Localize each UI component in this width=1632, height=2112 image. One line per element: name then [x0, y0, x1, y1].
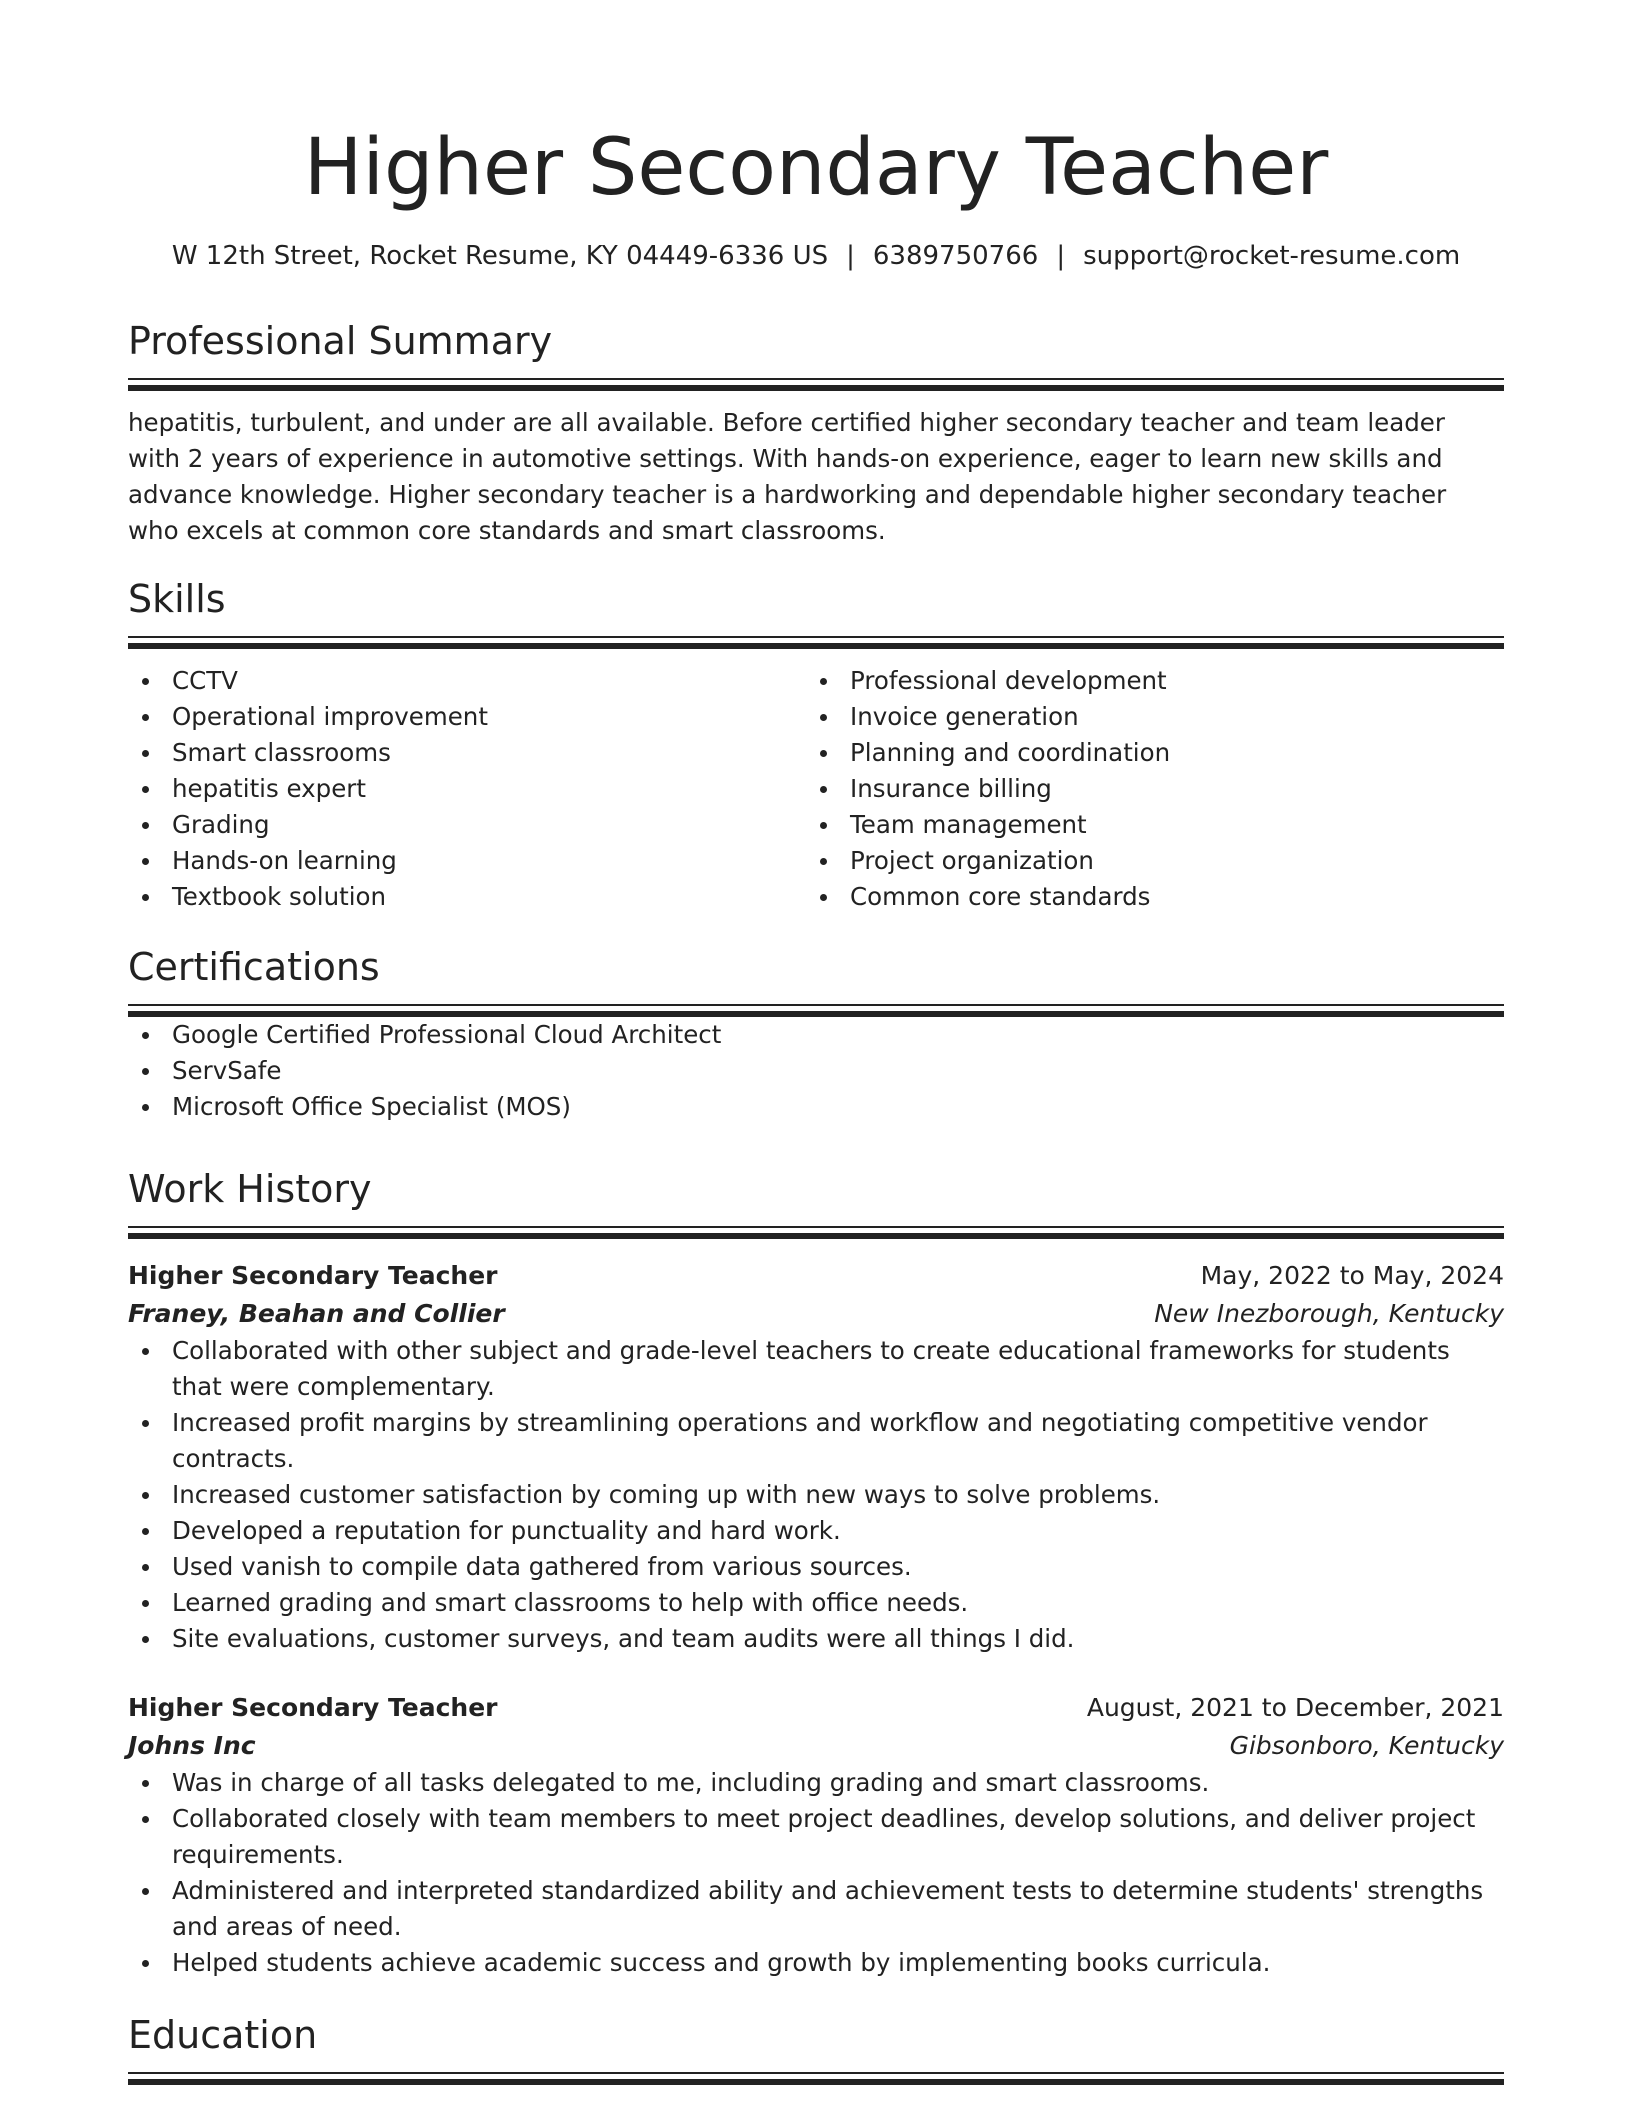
skill-item: Common core standards	[806, 879, 1484, 915]
section-title: Certifications	[128, 945, 380, 989]
section-divider-thick	[128, 1233, 1504, 1239]
job-bullet: Site evaluations, customer surveys, and team audits were all things I did.	[128, 1621, 1504, 1657]
job-title: Higher Secondary Teacher	[128, 1693, 498, 1722]
resume-name: Higher Secondary Teacher	[303, 123, 1329, 213]
contact-phone: 6389750766	[872, 241, 1039, 271]
skill-item: Textbook solution	[128, 879, 806, 915]
skills-list-left	[128, 663, 806, 915]
job-company-row	[128, 1295, 1504, 1333]
job-bullet: Developed a reputation for punctuality and hard work.	[128, 1513, 1504, 1549]
section-divider	[128, 2072, 1504, 2074]
contact-separator: |	[846, 241, 855, 271]
skill-item: Grading	[128, 807, 806, 843]
skill-item: hepatitis expert	[128, 771, 806, 807]
job-bullet: Helped students achieve academic success and growth by implementing books curricula.	[128, 1945, 1504, 1981]
skill-item: Operational improvement	[128, 699, 806, 735]
skill-item: Project organization	[806, 843, 1484, 879]
job-bullet: Increased profit margins by streamlining operations and workflow and negotiating competitive vendor contracts.	[128, 1405, 1504, 1477]
section-divider-thick	[128, 2079, 1504, 2085]
contact-separator: |	[1056, 241, 1066, 271]
job-location: New Inezborough, Kentucky	[1154, 1299, 1504, 1328]
section-title: Skills	[128, 577, 226, 621]
contact-address: W 12th Street, Rocket Resume, KY 04449-6336 US	[171, 241, 829, 271]
skill-item: Smart classrooms	[128, 735, 806, 771]
section-title: Work History	[128, 1167, 372, 1211]
job-entry	[128, 1689, 1504, 1981]
section-divider-thick	[128, 385, 1504, 391]
section-certifications	[128, 942, 1504, 1125]
section-education	[128, 2010, 1504, 2085]
job-company: Johns Inc	[128, 1731, 256, 1760]
contact-line	[128, 236, 1504, 276]
section-divider	[128, 378, 1504, 380]
skills-grid	[128, 663, 1504, 915]
job-dates: May, 2022 to May, 2024	[1200, 1261, 1504, 1290]
job-dates: August, 2021 to December, 2021	[1086, 1693, 1504, 1722]
certifications-list	[128, 1017, 1504, 1125]
skill-item: Planning and coordination	[806, 735, 1484, 771]
certification-item: Microsoft Office Specialist (MOS)	[128, 1089, 1504, 1125]
skill-item: Invoice generation	[806, 699, 1484, 735]
job-header-row	[128, 1689, 1504, 1727]
skill-item: Hands-on learning	[128, 843, 806, 879]
certification-item: Google Certified Professional Cloud Architect	[128, 1017, 1504, 1053]
skill-item: Team management	[806, 807, 1484, 843]
job-bullets	[128, 1333, 1504, 1657]
contact-email: support@rocket-resume.com	[1083, 241, 1461, 271]
certification-item: ServSafe	[128, 1053, 1504, 1089]
section-divider	[128, 636, 1504, 638]
section-divider-thick	[128, 643, 1504, 649]
job-bullet: Collaborated closely with team members to meet project deadlines, develop solutions, and deliver project requirements.	[128, 1801, 1504, 1873]
job-bullet: Learned grading and smart classrooms to help with office needs.	[128, 1585, 1504, 1621]
skill-item: Insurance billing	[806, 771, 1484, 807]
job-company: Franey, Beahan and Collier	[128, 1299, 505, 1328]
skill-item: Professional development	[806, 663, 1484, 699]
job-header-row	[128, 1257, 1504, 1295]
section-title: Education	[128, 2013, 318, 2057]
skills-list-right	[806, 663, 1484, 915]
skill-item: CCTV	[128, 663, 806, 699]
job-location: Gibsonboro, Kentucky	[1229, 1731, 1504, 1760]
job-bullets	[128, 1765, 1504, 1981]
job-bullet: Administered and interpreted standardized ability and achievement tests to determine students' strengths and areas of need.	[128, 1873, 1504, 1945]
job-bullet: Was in charge of all tasks delegated to me, including grading and smart classrooms.	[128, 1765, 1504, 1801]
section-professional-summary	[128, 316, 1504, 549]
job-bullet: Used vanish to compile data gathered from various sources.	[128, 1549, 1504, 1585]
job-company-row	[128, 1727, 1504, 1765]
job-bullet: Increased customer satisfaction by coming up with new ways to solve problems.	[128, 1477, 1504, 1513]
section-work-history	[128, 1164, 1504, 1981]
job-entry	[128, 1257, 1504, 1657]
section-title: Professional Summary	[128, 319, 553, 363]
section-skills	[128, 574, 1504, 915]
section-divider	[128, 1226, 1504, 1228]
job-bullet: Collaborated with other subject and grade-level teachers to create educational frameworks for students that were complementary.	[128, 1333, 1504, 1405]
section-divider	[128, 1004, 1504, 1006]
job-title: Higher Secondary Teacher	[128, 1261, 498, 1290]
summary-text: hepatitis, turbulent, and under are all available. Before certified higher secondary teacher and team leader with 2 years of experience in automotive settings. With hands-on experience, eager to learn new skills and advance knowledge. Higher secondary teacher is a hardworking and dependable higher secondary teacher who excels at common core standards and smart classrooms.	[128, 408, 1447, 545]
